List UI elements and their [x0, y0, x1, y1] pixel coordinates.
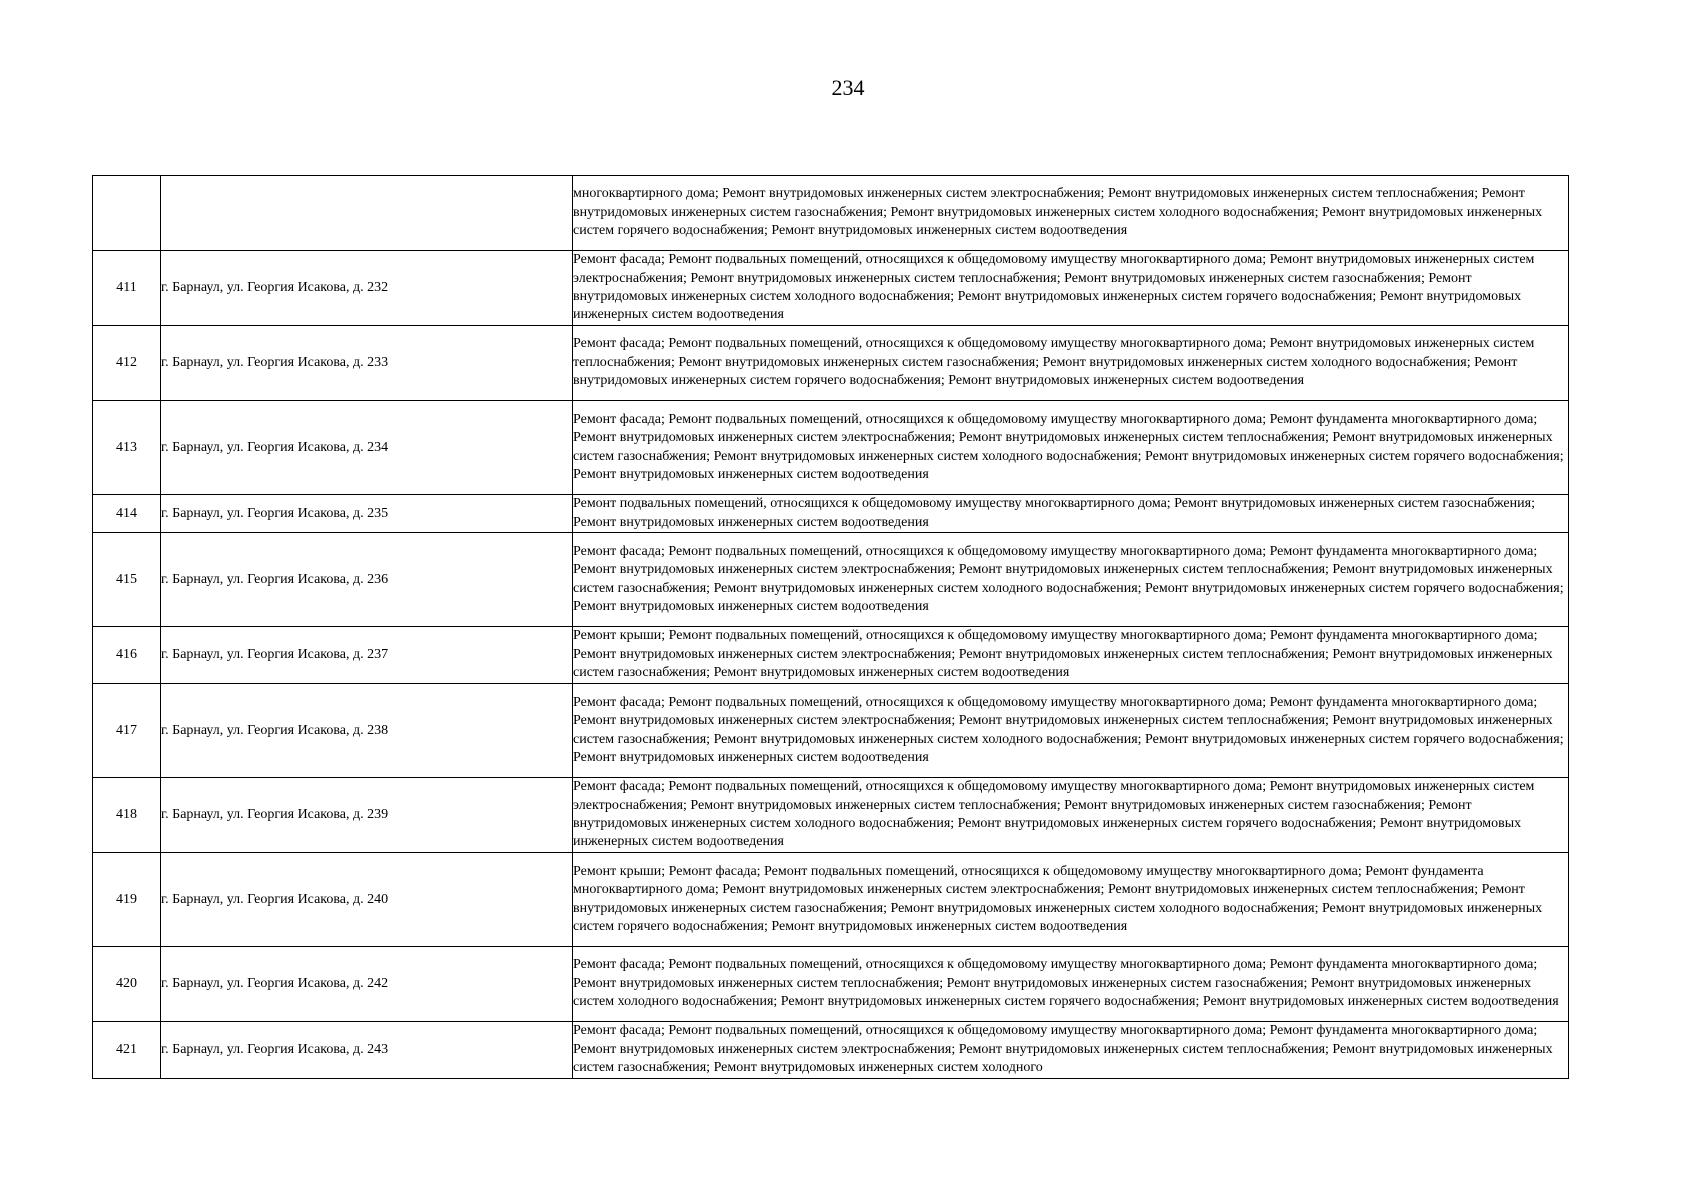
table-row: [93, 684, 1569, 778]
works-cell: [573, 251, 1569, 326]
works-text: Ремонт фасада; Ремонт подвальных помещений, относящихся к общедомовому имуществу многоквартирного дома; Ремонт внутридомовых инженерных систем электроснабжения; Ремонт внутридомовых инженерных систем теплоснабжения; Ремонт внутридомовых инженерных систем газоснабжения; Ремонт внутридомовых инженерных систем холодного водоснабжения; Ремонт внутридомовых инженерных систем горячего водоснабжения; Ремонт внутридомовых инженерных систем водоотведения: [573, 252, 1535, 323]
works-text: Ремонт фасада; Ремонт подвальных помещений, относящихся к общедомовому имуществу многоквартирного дома; Ремонт фундамента многоквартирного дома; Ремонт внутридомовых инженерных систем электроснабжения; Ремонт внутридомовых инженерных систем теплоснабжения; Ремонт внутридомовых инженерных систем газоснабжения; Ремонт внутридомовых инженерных систем холодного водоснабжения; Ремонт внутридомовых инженерных систем горячего водоснабжения; Ремонт внутридомовых инженерных систем водоотведения: [573, 694, 1564, 765]
repair-registry-table: [92, 175, 1569, 1079]
works-text: Ремонт фасада; Ремонт подвальных помещений, относящихся к общедомовому имуществу многоквартирного дома; Ремонт фундамента многоквартирного дома; Ремонт внутридомовых инженерных систем электроснабжения; Ремонт внутридомовых инженерных систем теплоснабжения; Ремонт внутридомовых инженерных систем газоснабжения; Ремонт внутридомовых инженерных систем холодного водоснабжения; Ремонт внутридомовых инженерных систем горячего водоснабжения; Ремонт внутридомовых инженерных систем водоотведения: [573, 543, 1564, 614]
works-text: Ремонт фасада; Ремонт подвальных помещений, относящихся к общедомовому имуществу многоквартирного дома; Ремонт фундамента многоквартирного дома; Ремонт внутридомовых инженерных систем электроснабжения; Ремонт внутридомовых инженерных систем теплоснабжения; Ремонт внутридомовых инженерных систем газоснабжения; Ремонт внутридомовых инженерных систем холодного водоснабжения; Ремонт внутридомовых инженерных систем горячего водоснабжения; Ремонт внутридомовых инженерных систем водоотведения: [573, 411, 1564, 482]
table-row: [93, 778, 1569, 853]
works-cell: [573, 684, 1569, 778]
works-text: Ремонт фасада; Ремонт подвальных помещений, относящихся к общедомовому имуществу многоквартирного дома; Ремонт внутридомовых инженерных систем теплоснабжения; Ремонт внутридомовых инженерных систем газоснабжения; Ремонт внутридомовых инженерных систем холодного водоснабжения; Ремонт внутридомовых инженерных систем горячего водоснабжения; Ремонт внутридомовых инженерных систем водоотведения: [573, 336, 1535, 389]
works-text: Ремонт крыши; Ремонт фасада; Ремонт подвальных помещений, относящихся к общедомовому имуществу многоквартирного дома; Ремонт фундамента многоквартирного дома; Ремонт внутридомовых инженерных систем электроснабжения; Ремонт внутридомовых инженерных систем теплоснабжения; Ремонт внутридомовых инженерных систем газоснабжения; Ремонт внутридомовых инженерных систем холодного водоснабжения; Ремонт внутридомовых инженерных систем горячего водоснабжения; Ремонт внутридомовых инженерных систем водоотведения: [573, 863, 1543, 934]
works-text: Ремонт фасада; Ремонт подвальных помещений, относящихся к общедомовому имуществу многоквартирного дома; Ремонт фундамента многоквартирного дома; Ремонт внутридомовых инженерных систем электроснабжения; Ремонт внутридомовых инженерных систем теплоснабжения; Ремонт внутридомовых инженерных систем газоснабжения; Ремонт внутридомовых инженерных систем холодного: [573, 1023, 1553, 1076]
row-number: 417: [93, 684, 161, 778]
row-number: 411: [93, 251, 161, 326]
table-row: [93, 853, 1569, 947]
works-text: Ремонт крыши; Ремонт подвальных помещений, относящихся к общедомовому имуществу многоквартирного дома; Ремонт фундамента многоквартирного дома; Ремонт внутридомовых инженерных систем электроснабжения; Ремонт внутридомовых инженерных систем теплоснабжения; Ремонт внутридомовых инженерных систем газоснабжения; Ремонт внутридомовых инженерных систем водоотведения: [573, 628, 1553, 681]
row-number: 419: [93, 853, 161, 947]
address-cell: [161, 176, 573, 251]
row-number: 416: [93, 627, 161, 684]
row-number: 415: [93, 533, 161, 627]
address-cell: г. Барнаул, ул. Георгия Исакова, д. 235: [161, 495, 573, 533]
row-number: 421: [93, 1022, 161, 1079]
address-cell: г. Барнаул, ул. Георгия Исакова, д. 238: [161, 684, 573, 778]
row-number: [93, 176, 161, 251]
works-text: многоквартирного дома; Ремонт внутридомовых инженерных систем электроснабжения; Ремонт внутридомовых инженерных систем теплоснабжения; Ремонт внутридомовых инженерных систем газоснабжения; Ремонт внутридомовых инженерных систем холодного водоснабжения; Ремонт внутридомовых инженерных систем горячего водоснабжения; Ремонт внутридомовых инженерных систем водоотведения: [573, 186, 1543, 239]
table-row: [93, 627, 1569, 684]
works-cell: [573, 495, 1569, 533]
works-cell: [573, 533, 1569, 627]
table-row: [93, 401, 1569, 495]
works-cell: [573, 176, 1569, 251]
row-number: 420: [93, 947, 161, 1022]
row-number: 412: [93, 326, 161, 401]
row-number: 413: [93, 401, 161, 495]
address-cell: г. Барнаул, ул. Георгия Исакова, д. 236: [161, 533, 573, 627]
table-row: [93, 326, 1569, 401]
table-row: [93, 176, 1569, 251]
table-row: [93, 495, 1569, 533]
row-number: 414: [93, 495, 161, 533]
address-cell: г. Барнаул, ул. Георгия Исакова, д. 243: [161, 1022, 573, 1079]
works-cell: [573, 1022, 1569, 1079]
works-cell: [573, 853, 1569, 947]
works-cell: [573, 401, 1569, 495]
works-cell: [573, 326, 1569, 401]
works-text: Ремонт фасада; Ремонт подвальных помещений, относящихся к общедомовому имуществу многоквартирного дома; Ремонт внутридомовых инженерных систем электроснабжения; Ремонт внутридомовых инженерных систем теплоснабжения; Ремонт внутридомовых инженерных систем газоснабжения; Ремонт внутридомовых инженерных систем холодного водоснабжения; Ремонт внутридомовых инженерных систем горячего водоснабжения; Ремонт внутридомовых инженерных систем водоотведения: [573, 779, 1535, 850]
page-number: 234: [831, 75, 865, 100]
address-cell: г. Барнаул, ул. Георгия Исакова, д. 234: [161, 401, 573, 495]
address-cell: г. Барнаул, ул. Георгия Исакова, д. 240: [161, 853, 573, 947]
works-cell: [573, 627, 1569, 684]
address-cell: г. Барнаул, ул. Георгия Исакова, д. 239: [161, 778, 573, 853]
address-cell: г. Барнаул, ул. Георгия Исакова, д. 233: [161, 326, 573, 401]
table-row: [93, 533, 1569, 627]
row-number: 418: [93, 778, 161, 853]
table-row: [93, 251, 1569, 326]
works-cell: [573, 947, 1569, 1022]
works-text: Ремонт фасада; Ремонт подвальных помещений, относящихся к общедомовому имуществу многоквартирного дома; Ремонт фундамента многоквартирного дома; Ремонт внутридомовых инженерных систем теплоснабжения; Ремонт внутридомовых инженерных систем газоснабжения; Ремонт внутридомовых инженерных систем холодного водоснабжения; Ремонт внутридомовых инженерных систем горячего водоснабжения; Ремонт внутридомовых инженерных систем водоотведения: [573, 957, 1559, 1010]
works-cell: [573, 778, 1569, 853]
table-row: [93, 1022, 1569, 1079]
address-cell: г. Барнаул, ул. Георгия Исакова, д. 242: [161, 947, 573, 1022]
table-row: [93, 947, 1569, 1022]
works-text: Ремонт подвальных помещений, относящихся к общедомовому имуществу многоквартирного дома; Ремонт внутридомовых инженерных систем газоснабжения; Ремонт внутридомовых инженерных систем водоотведения: [573, 496, 1535, 530]
address-cell: г. Барнаул, ул. Георгия Исакова, д. 232: [161, 251, 573, 326]
address-cell: г. Барнаул, ул. Георгия Исакова, д. 237: [161, 627, 573, 684]
